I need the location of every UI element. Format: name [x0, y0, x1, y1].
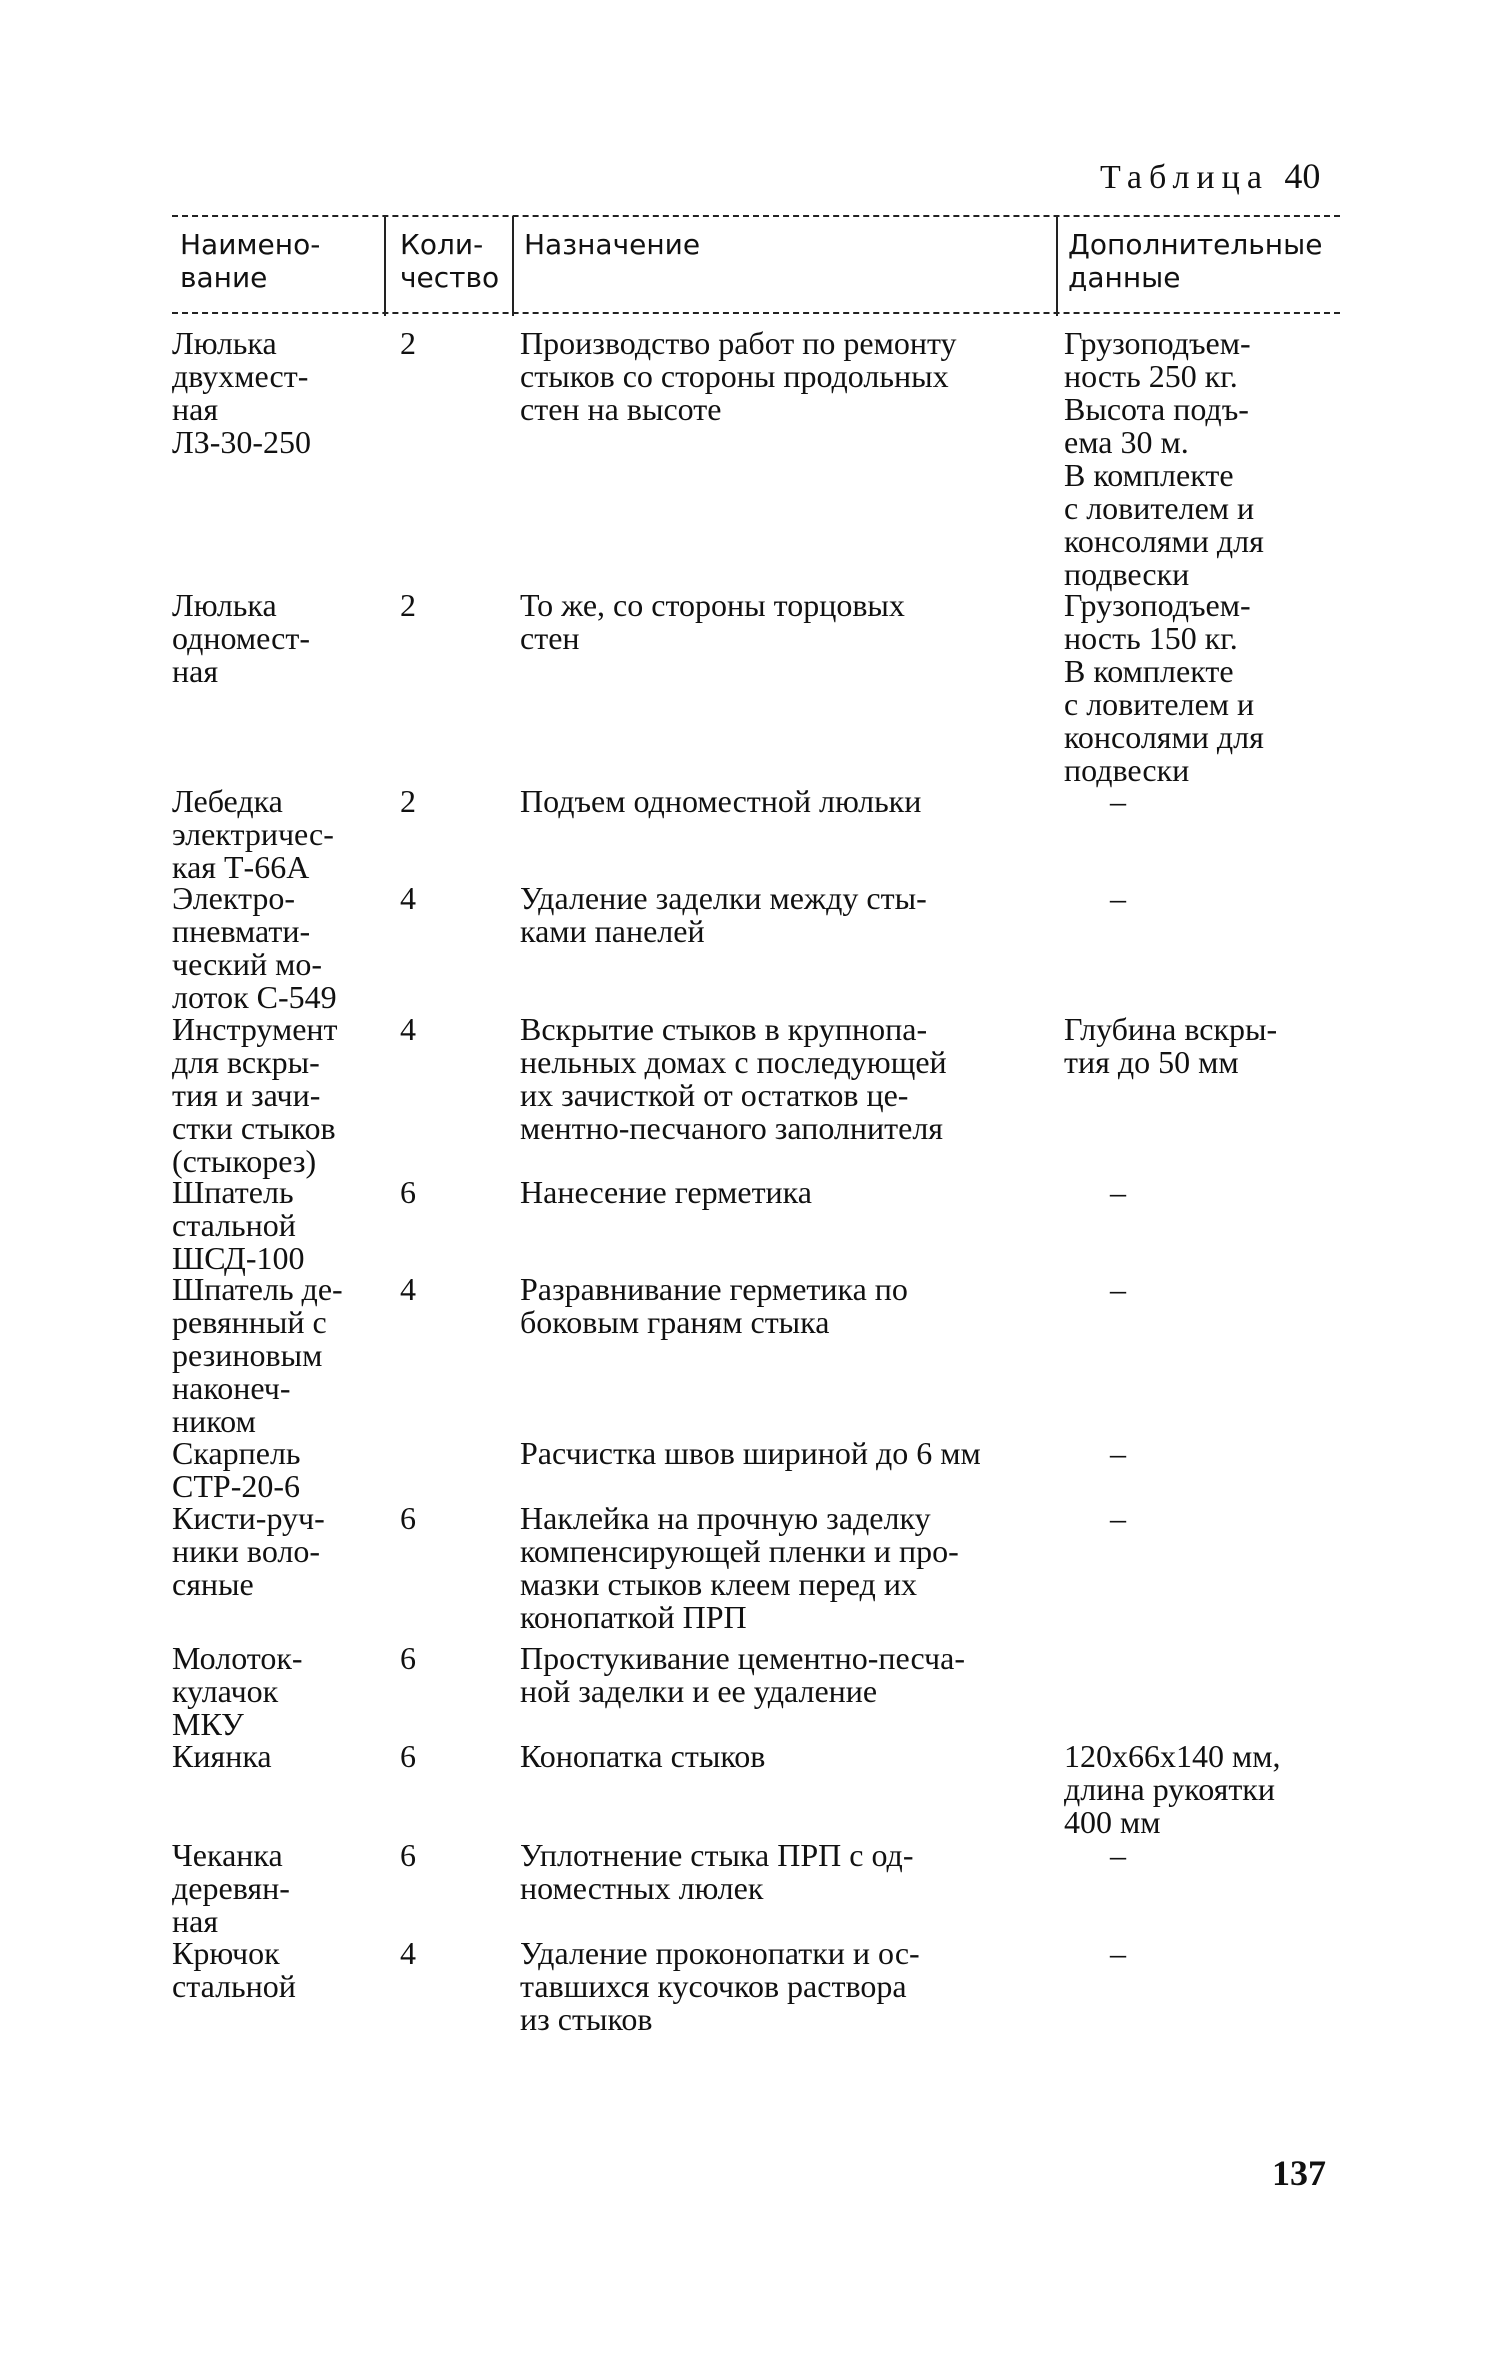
row-purpose: Удаление проконопатки и ос- тавшихся кусочков раствора из стыков	[520, 1935, 920, 2037]
row-extra: –	[1110, 783, 1126, 819]
row-name: Кисти-руч- ники воло- сяные	[172, 1500, 325, 1602]
row-purpose: Конопатка стыков	[520, 1738, 766, 1774]
table-caption-label: Таблица	[1100, 159, 1269, 196]
row-quantity: 2	[400, 325, 416, 361]
row-extra: Грузоподъем- ность 150 кг. В комплекте с ловителем и консолями для подвески	[1064, 587, 1264, 788]
row-name: Шпатель де- ревянный с резиновым наконеч- ником	[172, 1271, 343, 1439]
page-number: 137	[1272, 2153, 1326, 2193]
row-extra: –	[1110, 1837, 1126, 1873]
row-purpose: Нанесение герметика	[520, 1174, 812, 1210]
table-row	[0, 1273, 1499, 1437]
row-quantity: 2	[400, 587, 416, 623]
row-purpose: Уплотнение стыка ПРП с од- номестных люлек	[520, 1837, 914, 1906]
table-row	[0, 783, 1499, 885]
row-quantity: 4	[400, 1011, 416, 1047]
header-bottom-rule	[172, 312, 1340, 314]
table-row	[0, 1174, 1499, 1276]
row-name: Люлька двухмест- ная ЛЗ-30-250	[172, 325, 312, 460]
row-quantity: 6	[400, 1738, 416, 1774]
row-purpose: Вскрытие стыков в крупнопа- нельных домах с последующей их зачисткой от остатков це- ментно-песчаного заполнителя	[520, 1011, 947, 1146]
row-name: Инструмент для вскры- тия и зачи- стки стыков (стыкорез)	[172, 1011, 338, 1179]
row-quantity: 4	[400, 1935, 416, 1971]
column-header-purpose: Назначение	[524, 228, 701, 261]
table-row	[0, 1437, 1499, 1502]
row-extra: –	[1110, 1500, 1126, 1536]
table-row	[0, 325, 1499, 592]
table-row	[0, 1642, 1499, 1740]
row-name: Молоток- кулачок МКУ	[172, 1640, 303, 1742]
row-quantity: 6	[400, 1174, 416, 1210]
row-quantity: 6	[400, 1640, 416, 1676]
column-header-name: Наимено- вание	[180, 228, 321, 294]
row-extra: –	[1110, 1271, 1126, 1307]
row-purpose: Наклейка на прочную заделку компенсирующей пленки и про- мазки стыков клеем перед их конопаткой ПРП	[520, 1500, 959, 1635]
row-quantity: 6	[400, 1500, 416, 1536]
row-purpose: Расчистка швов шириной до 6 мм	[520, 1435, 981, 1471]
table-caption	[1100, 155, 1320, 197]
row-name: Чеканка деревян- ная	[172, 1837, 290, 1939]
row-quantity: 4	[400, 880, 416, 916]
table-row	[0, 587, 1499, 788]
row-quantity: 6	[400, 1837, 416, 1873]
row-purpose: Удаление заделки между сты- ками панелей	[520, 880, 927, 949]
row-name: Скарпель СТР-20-6	[172, 1435, 301, 1504]
row-name: Лебедка электричес- кая Т-66А	[172, 783, 334, 885]
row-name: Крючок стальной	[172, 1935, 296, 2004]
table-header	[172, 216, 1340, 316]
row-purpose: Подъем одноместной люльки	[520, 783, 922, 819]
row-name: Шпатель стальной ШСД-100	[172, 1174, 305, 1276]
row-extra: –	[1110, 1174, 1126, 1210]
column-header-extra: Дополнительные данные	[1068, 228, 1323, 294]
row-name: Электро- пневмати- ческий мо- лоток С-549	[172, 880, 337, 1015]
row-quantity: 4	[400, 1271, 416, 1307]
row-quantity: 2	[400, 783, 416, 819]
table-row	[0, 882, 1499, 1013]
table-row	[0, 1011, 1499, 1179]
table-row	[0, 1740, 1499, 1839]
table-row	[0, 1937, 1499, 2047]
row-purpose: Разравнивание герметика по боковым граням стыка	[520, 1271, 908, 1340]
column-header-quantity: Коли- чество	[400, 228, 500, 294]
table-body	[0, 327, 1499, 2047]
table-row	[0, 1839, 1499, 1937]
row-extra: Глубина вскры- тия до 50 мм	[1064, 1011, 1278, 1080]
row-name: Киянка	[172, 1738, 272, 1774]
row-extra: Грузоподъем- ность 250 кг. Высота подъ- ема 30 м. В комплекте с ловителем и консолями для подвески	[1064, 325, 1264, 592]
row-extra: 120x66x140 мм, длина рукоятки 400 мм	[1064, 1738, 1281, 1840]
row-extra: –	[1110, 1435, 1126, 1471]
row-name: Люлька одномест- ная	[172, 587, 310, 689]
row-extra: –	[1110, 1935, 1126, 1971]
row-extra: –	[1110, 880, 1126, 916]
row-purpose: Простукивание цементно-песча- ной заделки и ее удаление	[520, 1640, 965, 1709]
table-row	[0, 1502, 1499, 1642]
row-purpose: Производство работ по ремонту стыков со стороны продольных стен на высоте	[520, 325, 957, 427]
row-purpose: То же, со стороны торцовых стен	[520, 587, 905, 656]
table-caption-number: 40	[1284, 156, 1321, 196]
